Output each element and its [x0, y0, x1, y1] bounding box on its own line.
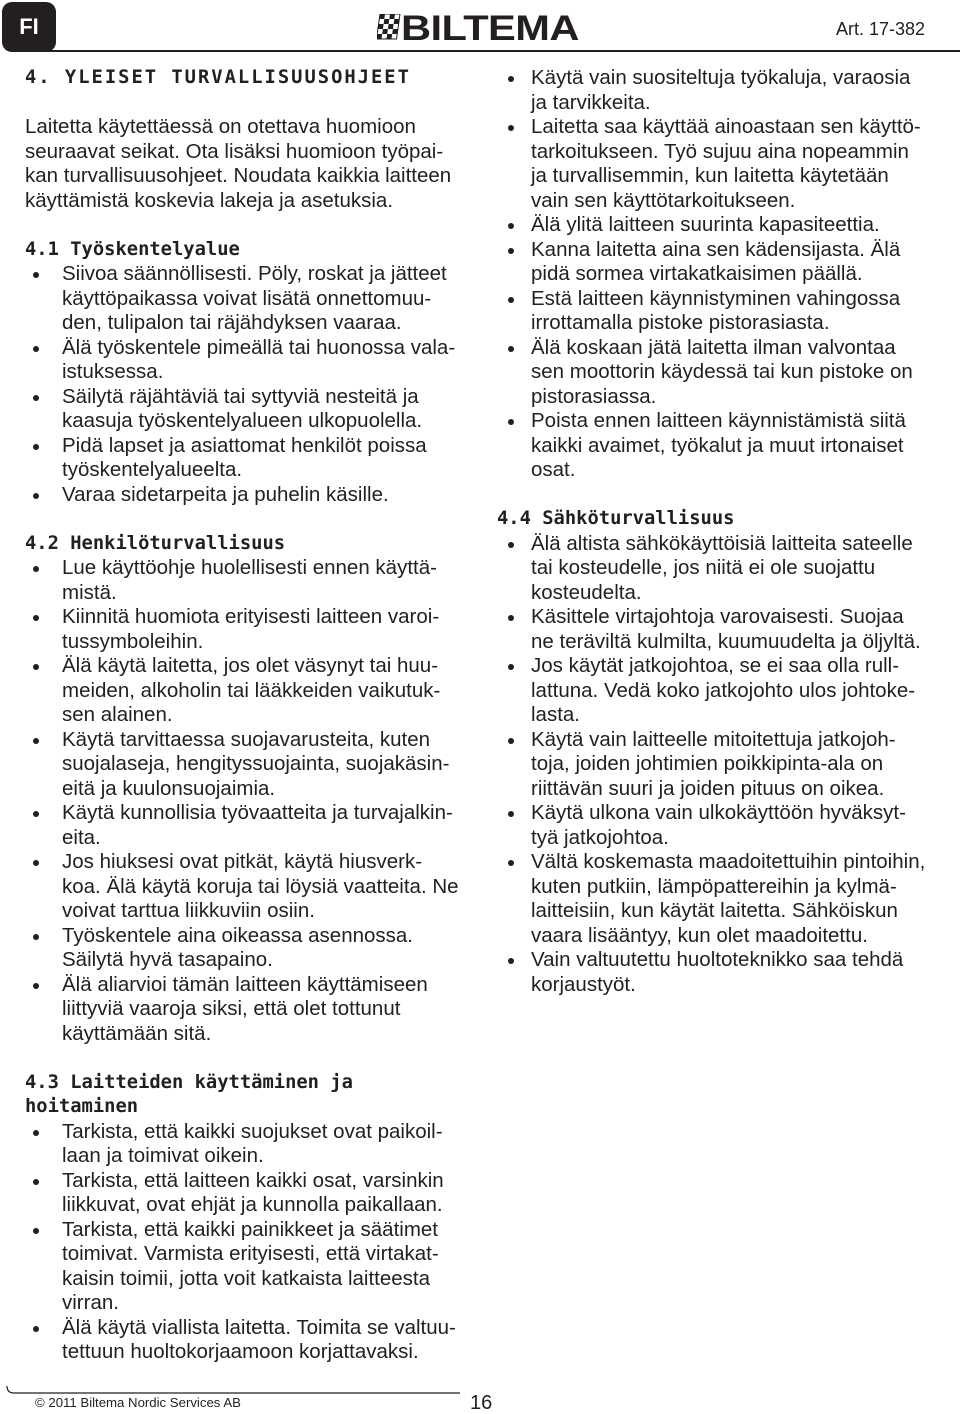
text-line: Kiinnitä huomiota erityisesti laitteen varoi-	[62, 605, 440, 628]
bullet-item	[25, 385, 475, 434]
bullet-dot-icon	[508, 419, 514, 425]
text-line: laan ja toimivat oikein.	[62, 1144, 264, 1167]
bullet-dot-icon	[508, 76, 514, 82]
bullet-dot-icon	[33, 664, 39, 670]
text-line: istuksessa.	[62, 360, 164, 383]
text-line: Älä käytä viallista laitetta. Toimita se valtuu-	[62, 1315, 456, 1339]
text-line: Älä työskentele pimeällä tai huonossa vala-	[62, 335, 456, 359]
bullet-list	[25, 556, 475, 1046]
text-line: pidä sormea virtakatkaisimen päällä.	[531, 262, 863, 285]
bullet-item	[25, 801, 475, 850]
text-line: kaasuja työskentelyalueen ulkopuolella.	[62, 409, 423, 432]
right-column	[497, 66, 937, 997]
text-line: ne teräviltä kulmilta, kuumuudelta ja öljyltä.	[531, 629, 921, 653]
bullet-dot-icon	[33, 860, 39, 866]
text-line: kaikki avaimet, työkalut ja muut irtonaiset	[531, 433, 904, 457]
text-line: Siivoa säännöllisesti. Pöly, roskat ja jätteet	[62, 262, 447, 285]
bullet-dot-icon	[33, 934, 39, 940]
bullet-item	[25, 336, 475, 385]
text-line: tai kosteudelle, jos niitä ei ole suojattu	[531, 556, 876, 579]
text-line: Jos hiuksesi ovat pitkät, käytä hiusverk-	[62, 850, 423, 873]
text-line: tarkoitukseen. Työ sujuu aina nopeammin	[531, 139, 909, 163]
text-line: Säilytä räjähtäviä tai syttyviä nesteitä ja	[62, 384, 419, 408]
text-line: lasta.	[531, 703, 580, 726]
heading-line: 4.4 Sähköturvallisuus	[497, 508, 735, 529]
section-heading	[25, 532, 475, 557]
bullet-item	[25, 850, 475, 924]
text-line: toja, joiden johtimien poikkipinta-ala on	[531, 752, 884, 775]
bullet-item	[497, 605, 937, 654]
bullet-item	[497, 213, 937, 238]
bullet-item	[25, 434, 475, 483]
bullet-item	[25, 483, 475, 508]
text-line: vaara lisääntyy, kun olet maadoitettu.	[531, 923, 868, 947]
bullet-dot-icon	[33, 1179, 39, 1185]
page-number: 16	[470, 1392, 493, 1414]
text-line: liikkuvat, ovat ehjät ja kunnolla paikallaan.	[62, 1193, 443, 1216]
language-badge	[2, 2, 56, 52]
bullet-dot-icon	[508, 542, 514, 548]
bullet-dot-icon	[33, 346, 39, 352]
text-line: osat.	[531, 458, 576, 481]
text-line: Poista ennen laitteen käynnistämistä siitä	[531, 409, 906, 432]
text-line: Tarkista, että kaikki suojukset ovat paikoil-	[62, 1119, 443, 1143]
bullet-item	[25, 262, 475, 336]
text-line: liittyviä vaaroja siksi, että olet tottunut	[62, 997, 401, 1020]
text-line: suojalaseja, hengityssuojainta, suojakäsin-	[62, 752, 450, 775]
article-number: Art. 17-382	[835, 19, 925, 39]
text-line: kosteudelta.	[531, 580, 642, 604]
text-line: Käytä kunnollisia työvaatteita ja turvajalkin-	[62, 801, 453, 824]
bullet-dot-icon	[508, 125, 514, 131]
heading-line: 4.3 Laitteiden käyttäminen ja	[25, 1071, 353, 1093]
text-line: kan turvallisuusohjeet. Noudata kaikkia laitteen	[25, 164, 452, 187]
text-line: Älä aliarvioi tämän laitteen käyttämiseen	[62, 972, 428, 996]
bullet-item	[25, 728, 475, 802]
bullet-dot-icon	[33, 811, 39, 817]
text-line: Estä laitteen käynnistyminen vahingossa	[531, 286, 901, 310]
bullet-dot-icon	[33, 395, 39, 401]
text-line: vain sen käyttötarkoitukseen.	[531, 188, 796, 212]
text-line: käyttämistä koskevia lakeja ja asetuksia.	[25, 188, 394, 212]
text-line: lattuna. Vedä koko jatkojohto ulos johtoke-	[531, 678, 916, 702]
section-heading	[25, 1071, 475, 1120]
bullet-item	[497, 728, 937, 802]
checkered-flag-icon	[377, 14, 401, 40]
section-heading	[25, 238, 475, 263]
bullet-item	[497, 336, 937, 410]
text-line: Käsittele virtajohtoja varovaisesti. Suojaa	[531, 605, 904, 628]
bullet-item	[497, 850, 937, 948]
bullet-list	[497, 532, 937, 998]
text-line: tussymboleihin.	[62, 629, 204, 653]
bullet-dot-icon	[33, 1326, 39, 1332]
text-line: Älä altista sähkökäyttöisiä laitteita sateelle	[531, 531, 913, 555]
text-line: pistorasiassa.	[531, 384, 657, 408]
text-line: Älä koskaan jätä laitetta ilman valvontaa	[531, 335, 896, 359]
bullet-item	[497, 654, 937, 728]
bullet-dot-icon	[33, 566, 39, 572]
bullet-item	[497, 238, 937, 287]
text-line: toimivat. Varmista erityisesti, että virtakat-	[62, 1242, 439, 1265]
bullet-list	[25, 1120, 475, 1365]
bullet-item	[497, 66, 937, 115]
text-line: käyttöpaikassa voivat lisätä onnettomuu-	[62, 286, 432, 310]
text-line: seuraavat seikat. Ota lisäksi huomioon työpai-	[25, 139, 444, 163]
bullet-item	[497, 801, 937, 850]
bullet-item	[497, 532, 937, 606]
bullet-item	[25, 973, 475, 1047]
bullet-dot-icon	[33, 444, 39, 450]
language-code: FI	[19, 14, 39, 39]
text-line: eita.	[62, 825, 101, 849]
left-column	[25, 66, 475, 1365]
biltema-logo: BILTEMA	[401, 9, 579, 48]
bullet-item	[497, 115, 937, 213]
text-line: tettuun huoltokorjaamoon korjattavaksi.	[62, 1340, 419, 1363]
bullet-dot-icon	[33, 272, 39, 278]
text-line: Käytä tarvittaessa suojavarusteita, kuten	[62, 727, 431, 751]
heading-line: 4.2 Henkilöturvallisuus	[25, 532, 286, 554]
bullet-item	[25, 924, 475, 973]
text-line: Työskentele aina oikeassa asennossa.	[62, 923, 414, 947]
bullet-dot-icon	[508, 860, 514, 866]
text-line: Älä ylitä laitteen suurinta kapasiteettia.	[531, 213, 880, 236]
section-heading	[25, 66, 475, 91]
text-line: Älä käytä laitetta, jos olet väsynyt tai huu-	[62, 654, 439, 677]
text-line: tyä jatkojohtoa.	[531, 825, 669, 849]
text-line: Vältä koskemasta maadoitettuihin pintoihin,	[531, 850, 926, 873]
text-line: sen alainen.	[62, 703, 173, 726]
text-line: sen moottorin käydessä tai kun pistoke on	[531, 360, 913, 383]
bullet-item	[25, 654, 475, 728]
text-line: Käytä ulkona vain ulkokäyttöön hyväksyt-	[531, 801, 906, 824]
heading-line: 4. YLEISET TURVALLISUUSOHJEET	[25, 67, 411, 88]
bullet-dot-icon	[33, 615, 39, 621]
heading-line: hoitaminen	[25, 1096, 139, 1117]
text-line: käyttämään sitä.	[62, 1021, 212, 1045]
text-line: Tarkista, että kaikki painikkeet ja säätimet	[62, 1217, 438, 1241]
text-line: voivat tarttua liikkuviin osiin.	[62, 899, 315, 922]
text-line: kaisin toimii, jotta voit katkaista laitteesta	[62, 1266, 431, 1290]
bullet-dot-icon	[33, 1228, 39, 1234]
heading-line: 4.1 Työskentelyalue	[25, 238, 240, 260]
text-line: työskentelyalueelta.	[62, 458, 243, 481]
text-line: koa. Älä käytä koruja tai löysiä vaatteita. Ne	[62, 874, 459, 898]
text-line: ja tarvikkeita.	[531, 90, 651, 114]
text-line: Laitetta käytettäessä on otettava huomioon	[25, 115, 416, 138]
bullet-dot-icon	[508, 223, 514, 229]
copyright-notice: © 2011 Biltema Nordic Services AB	[35, 1395, 241, 1410]
bullet-dot-icon	[33, 983, 39, 989]
intro-paragraph	[25, 115, 475, 213]
text-line: Lue käyttöohje huolellisesti ennen käyttä-	[62, 556, 437, 579]
bullet-list	[497, 66, 937, 483]
text-line: mistä.	[62, 580, 117, 604]
bullet-item	[497, 948, 937, 997]
text-line: Pidä lapset ja asiattomat henkilöt poissa	[62, 433, 427, 457]
text-line: irrottamalla pistoke pistorasiasta.	[531, 311, 830, 334]
bullet-dot-icon	[508, 346, 514, 352]
text-line: laitteisiin, kun käytät laitetta. Sähköiskun	[531, 899, 898, 922]
bullet-dot-icon	[33, 738, 39, 744]
header-rule	[40, 50, 960, 52]
text-line: korjaustyöt.	[531, 972, 636, 996]
text-line: Tarkista, että laitteen kaikki osat, varsinkin	[62, 1168, 444, 1192]
text-line: Vain valtuutettu huoltoteknikko saa tehdä	[531, 948, 904, 971]
bullet-dot-icon	[508, 297, 514, 303]
bullet-list	[25, 262, 475, 507]
bullet-item	[497, 409, 937, 483]
bullet-dot-icon	[508, 958, 514, 964]
text-line: den, tulipalon tai räjähdyksen vaaraa.	[62, 311, 402, 334]
text-line: Laitetta saa käyttää ainoastaan sen käyttö-	[531, 115, 921, 138]
text-line: Varaa sidetarpeita ja puhelin käsille.	[62, 482, 389, 506]
bullet-dot-icon	[508, 738, 514, 744]
bullet-item	[497, 287, 937, 336]
bullet-item	[25, 1316, 475, 1365]
bullet-item	[25, 1169, 475, 1218]
text-line: Kanna laitetta aina sen kädensijasta. Älä	[531, 237, 901, 261]
text-line: Käytä vain suositeltuja työkaluja, varaosia	[531, 66, 911, 89]
text-line: meiden, alkoholin tai lääkkeiden vaikutuk-	[62, 678, 441, 702]
text-line: riittävän suuri ja joiden pituus on oikea.	[531, 776, 885, 800]
bullet-dot-icon	[33, 493, 39, 499]
text-line: kuten putkiin, lämpöpattereihin ja kylmä-	[531, 874, 897, 898]
bullet-item	[25, 605, 475, 654]
section-heading	[497, 507, 937, 532]
bullet-dot-icon	[33, 1130, 39, 1136]
text-line: Käytä vain laitteelle mitoitettuja jatkojoh-	[531, 727, 896, 751]
bullet-dot-icon	[508, 811, 514, 817]
bullet-item	[25, 556, 475, 605]
text-line: eitä ja kuulonsuojaimia.	[62, 776, 276, 800]
bullet-item	[25, 1120, 475, 1169]
bullet-dot-icon	[508, 615, 514, 621]
bullet-item	[25, 1218, 475, 1316]
bullet-dot-icon	[508, 664, 514, 670]
text-line: ja turvallisemmin, kun laitetta käytetään	[531, 164, 889, 187]
text-line: Jos käytät jatkojohtoa, se ei saa olla rull-	[531, 654, 900, 677]
text-line: virran.	[62, 1291, 119, 1314]
text-line: Säilytä hyvä tasapaino.	[62, 948, 273, 971]
bullet-dot-icon	[508, 248, 514, 254]
